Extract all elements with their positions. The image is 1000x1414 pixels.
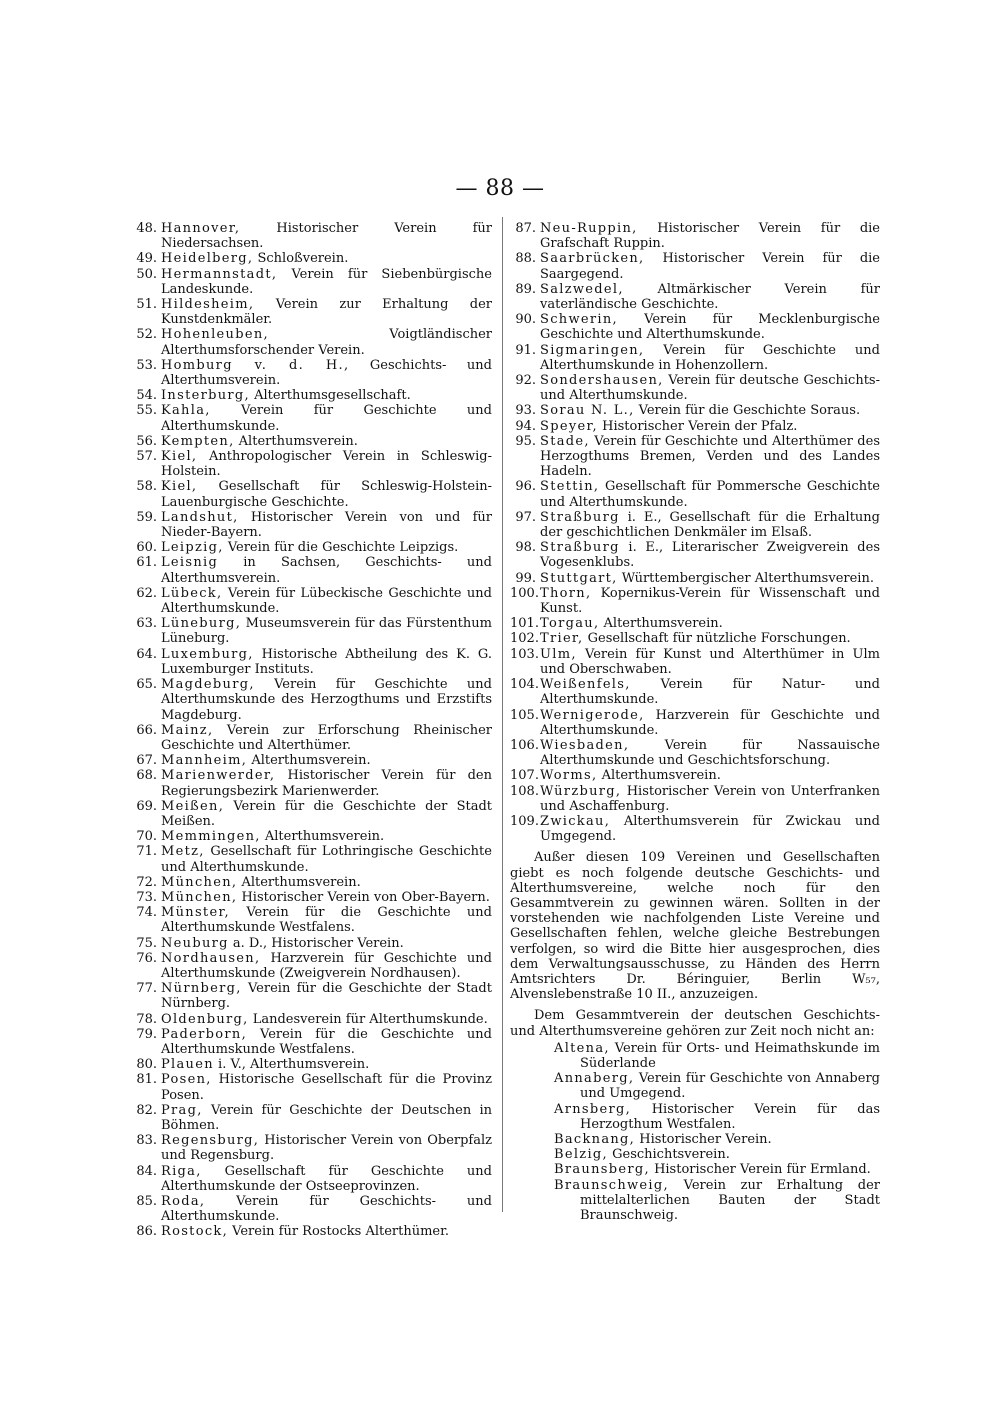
entry-text: Verein für Orts- und Heimathskunde im Süderlande — [580, 1040, 880, 1071]
entry-text: Historischer Verein für das Herzogthum Westfalen. — [580, 1101, 880, 1132]
society-entry — [131, 1072, 492, 1102]
entry-text: Historische Abtheilung des K. G. Luxemburger Instituts. — [161, 646, 492, 677]
entry-number: 75. — [136, 935, 157, 951]
society-entry — [510, 251, 880, 281]
entry-number: 58. — [136, 479, 157, 495]
entry-number: 68. — [136, 768, 157, 784]
society-entry — [131, 981, 492, 1011]
society-entry — [131, 844, 492, 874]
entry-city: Münster, — [161, 905, 230, 921]
entry-city: Straßburg — [540, 509, 620, 525]
society-entry — [510, 677, 880, 707]
society-entry — [510, 540, 880, 570]
society-entry — [131, 449, 492, 479]
entry-city: Luxemburg, — [161, 646, 254, 662]
entry-text: Voigtländischer Alterthumsforschender Verein. — [161, 327, 492, 358]
entry-number: 56. — [136, 433, 157, 449]
entry-number: 61. — [136, 555, 157, 571]
entry-number: 71. — [136, 844, 157, 860]
non-member-entry — [510, 1147, 880, 1162]
entry-text: Verein für Geschichte und Alterthümer des Herzogthums Bremen, Verden und des Landes Hadeln. — [540, 433, 880, 480]
entry-text: Geschichts- und Alterthumsverein. — [161, 357, 492, 389]
entry-number: 77. — [136, 981, 157, 997]
entry-city: Backnang, — [554, 1131, 636, 1147]
entry-text: Landesverein für Alterthumskunde. — [252, 1011, 488, 1027]
entry-text: Historischer Verein für Ermland. — [654, 1162, 871, 1178]
society-entry — [510, 510, 880, 540]
entry-text: Alterthumsverein. — [603, 616, 723, 632]
entry-text: Verein für die Geschichte Leipzigs. — [227, 540, 459, 556]
entry-text: Historischer Verein. — [639, 1131, 772, 1147]
society-entry — [510, 784, 880, 814]
society-entry — [510, 616, 880, 631]
society-entry — [510, 282, 880, 312]
society-entry — [131, 510, 492, 540]
society-entry — [510, 403, 880, 418]
entry-city: Schwerin, — [540, 312, 618, 328]
entry-city: Wiesbaden, — [540, 737, 630, 753]
entry-text: in Sachsen, Geschichts- und Alterthumsverein. — [161, 555, 492, 586]
entry-city: Annaberg, — [554, 1071, 635, 1087]
entry-city: Landshut, — [161, 509, 239, 525]
entry-text: Verein für Geschichte und Alterthumskunde des Herzogthums und Erzstifts Magdeburg. — [161, 677, 492, 723]
entry-city: Kiel, — [161, 479, 198, 495]
entry-text: Verein für Kunst und Alterthümer in Ulm und Oberschwaben. — [540, 646, 880, 677]
entry-text: Historischer Verein der Pfalz. — [602, 418, 798, 434]
entry-text: Verein für Lübeckische Geschichte und Alterthumskunde. — [161, 585, 492, 617]
entry-city: Kahla, — [161, 403, 211, 419]
entry-text: Verein für Geschichte der Deutschen in Böhmen. — [161, 1102, 492, 1133]
entry-number: 104. — [510, 677, 539, 693]
entry-text: Verein zur Erhaltung der Kunstdenkmäler. — [161, 297, 492, 328]
entry-text: Altmärkischer Verein für vaterländische Geschichte. — [540, 281, 880, 313]
entry-city: Neu-Ruppin, — [540, 221, 638, 236]
left-column — [131, 221, 492, 1240]
entry-number: 51. — [136, 297, 157, 313]
entry-city: Riga, — [161, 1163, 202, 1179]
entry-text: a. D., Historischer Verein. — [232, 935, 404, 951]
entry-city: Arnsberg, — [554, 1101, 632, 1117]
society-entry — [510, 221, 880, 251]
entry-city: Mannheim, — [161, 753, 248, 769]
entry-city: Meißen, — [161, 798, 225, 814]
entry-number: 67. — [136, 753, 157, 769]
entry-city: Rostock, — [161, 1224, 229, 1240]
non-member-entry — [510, 1071, 880, 1101]
entry-text: Alterthumsverein. — [238, 433, 358, 449]
entry-text: Gesellschaft für Schleswig-Holstein-Lauenburgische Geschichte. — [161, 479, 492, 510]
society-entry — [131, 297, 492, 327]
entry-city: Zwickau, — [540, 813, 611, 829]
entry-number: 91. — [515, 342, 536, 358]
entry-number: 83. — [136, 1133, 157, 1149]
entry-number: 108. — [510, 783, 539, 799]
entry-city: Homburg v. d. H., — [161, 357, 350, 373]
society-entry — [131, 1194, 492, 1224]
intro-paragraph: Außer diesen 109 Vereinen und Gesellschaften giebt es noch folgende deutsche Geschichts- und Alterthumsvereine, welche noch für den Gesammtverein zu gewinnen wären. Sollten in der vorstehenden wie nachfolgenden Liste Vereine und Gesellschaften fehlen, welche gleiche Bestrebungen verfolgen, so wird die Bitte hier ausgesprochen, dies dem Verwaltungsausschusse, zu Händen des Herrn Amtsrichters Dr. Béringuier, Berlin W₅₇, Alvenslebenstraße 10 II., anzuzeigen. — [510, 850, 880, 1003]
entry-text: Verein für Siebenbürgische Landeskunde. — [161, 266, 492, 297]
society-entry — [510, 343, 880, 373]
non-member-entry — [510, 1041, 880, 1071]
entry-city: Altena, — [554, 1040, 610, 1056]
entry-city: Belzig, — [554, 1147, 608, 1163]
entry-number: 78. — [136, 1011, 157, 1027]
entry-city: Posen, — [161, 1072, 212, 1088]
entry-number: 97. — [515, 509, 536, 525]
entry-city: Hannover, — [161, 221, 241, 236]
non-member-entry — [510, 1162, 880, 1177]
entry-number: 82. — [136, 1102, 157, 1118]
entry-city: Braunschweig, — [554, 1177, 669, 1193]
entry-text: Historischer Verein von Unterfranken und Aschaffenburg. — [540, 783, 880, 814]
entry-number: 63. — [136, 616, 157, 632]
entry-city: Lübeck, — [161, 585, 223, 601]
entry-text: Verein für Geschichts- und Alterthumskunde. — [161, 1194, 492, 1225]
entry-city: München, — [161, 889, 238, 905]
entry-city: Hermannstadt, — [161, 266, 278, 282]
entry-city: Salzwedel, — [540, 281, 624, 297]
non-member-entry — [510, 1132, 880, 1147]
society-entry — [131, 403, 492, 433]
entry-text: Verein für Geschichte und Alterthumskunde. — [161, 403, 492, 434]
entry-city: Plauen — [161, 1057, 214, 1073]
entry-number: 66. — [136, 722, 157, 738]
entry-text: Verein für die Geschichte der Stadt Meißen. — [161, 798, 492, 829]
society-entry — [131, 251, 492, 266]
entry-number: 87. — [515, 221, 536, 236]
society-entry — [131, 951, 492, 981]
society-entry — [131, 555, 492, 585]
entry-number: 55. — [136, 403, 157, 419]
entry-text: Verein für Rostocks Alterthümer. — [232, 1224, 450, 1240]
entry-text: Historische Gesellschaft für die Provinz Posen. — [161, 1072, 492, 1103]
entry-number: 107. — [510, 768, 539, 784]
entry-text: Alterthumsverein. — [601, 768, 721, 784]
left-entry-list — [131, 221, 492, 1240]
entry-text: Gesellschaft für nützliche Forschungen. — [587, 631, 851, 647]
entry-text: Historischer Verein für Niedersachsen. — [161, 221, 492, 252]
society-entry — [131, 616, 492, 646]
society-entry — [131, 1027, 492, 1057]
entry-text: Historischer Verein für die Saargegend. — [540, 251, 880, 282]
society-entry — [131, 267, 492, 297]
entry-city: Thorn, — [540, 585, 592, 601]
entry-number: 73. — [136, 889, 157, 905]
right-column — [510, 221, 880, 1223]
entry-number: 84. — [136, 1163, 157, 1179]
entry-number: 50. — [136, 266, 157, 282]
entry-number: 79. — [136, 1026, 157, 1042]
entry-city: Leipzig, — [161, 540, 224, 556]
entry-number: 62. — [136, 585, 157, 601]
entry-text: Harzverein für Geschichte und Alterthumskunde. — [540, 707, 880, 738]
entry-city: Nordhausen, — [161, 950, 261, 966]
entry-number: 64. — [136, 646, 157, 662]
entry-number: 89. — [515, 281, 536, 297]
entry-number: 70. — [136, 829, 157, 845]
entry-number: 94. — [515, 418, 536, 434]
entry-city: Sigmaringen, — [540, 342, 645, 358]
entry-text: Historischer Verein von Ober-Bayern. — [241, 889, 490, 905]
society-entry — [131, 586, 492, 616]
society-entry — [510, 479, 880, 509]
entry-text: i. V., Alterthumsverein. — [218, 1057, 370, 1073]
society-entry — [131, 1057, 492, 1072]
society-entry — [131, 1103, 492, 1133]
entry-text: Verein für die Geschichte Soraus. — [638, 403, 861, 419]
entry-city: Oldenburg, — [161, 1011, 249, 1027]
society-entry — [131, 540, 492, 555]
entry-number: 57. — [136, 449, 157, 465]
entry-city: Hildesheim, — [161, 297, 255, 313]
society-entry — [131, 647, 492, 677]
entry-city: Worms, — [540, 768, 598, 784]
entry-text: Historischer Verein von Oberpfalz und Regensburg. — [161, 1133, 492, 1164]
entry-text: Museumsverein für das Fürstenthum Lüneburg. — [161, 616, 492, 647]
entry-city: Sondershausen, — [540, 373, 664, 389]
society-entry — [131, 1224, 492, 1239]
society-entry — [131, 358, 492, 388]
entry-number: 52. — [136, 327, 157, 343]
entry-city: Marienwerder, — [161, 768, 276, 784]
entry-text: Gesellschaft für Pommersche Geschichte und Alterthumskunde. — [540, 479, 880, 510]
entry-number: 53. — [136, 357, 157, 373]
entry-text: Harzverein für Geschichte und Alterthumskunde (Zweigverein Nordhausen). — [161, 950, 492, 981]
entry-city: Roda, — [161, 1194, 206, 1209]
entry-city: Leisnig — [161, 555, 219, 571]
entry-number: 109. — [510, 813, 539, 829]
society-entry — [131, 829, 492, 844]
entry-text: Verein für deutsche Geschichts- und Alterthumskunde. — [540, 373, 880, 404]
entry-text: Historischer Verein von und für Nieder-Bayern. — [161, 509, 493, 541]
entry-number: 80. — [136, 1057, 157, 1073]
entry-text: Historischer Verein für die Grafschaft Ruppin. — [540, 221, 880, 252]
society-entry — [510, 738, 880, 768]
entry-number: 95. — [515, 433, 536, 449]
entry-city: Paderborn, — [161, 1026, 248, 1042]
society-entry — [131, 723, 492, 753]
entry-city: Stuttgart, — [540, 570, 618, 586]
entry-text: Verein für die Geschichte und Alterthumskunde Westfalens. — [161, 905, 492, 936]
entry-text: Anthropologischer Verein in Schleswig-Holstein. — [161, 449, 493, 480]
entry-number: 101. — [510, 616, 539, 632]
society-entry — [131, 1012, 492, 1027]
entry-text: Alterthumsverein. — [264, 829, 385, 845]
society-entry — [510, 434, 880, 480]
non-member-list — [510, 1041, 880, 1223]
society-entry — [510, 312, 880, 342]
society-entry — [131, 890, 492, 905]
entry-city: Kempten, — [161, 433, 235, 449]
society-entry — [510, 419, 880, 434]
society-entry — [131, 799, 492, 829]
entry-number: 92. — [515, 373, 536, 389]
entry-city: Saarbrücken, — [540, 251, 645, 267]
entry-text: Verein für Geschichte von Annaberg und Umgegend. — [580, 1071, 880, 1102]
entry-text: Gesellschaft für Geschichte und Alterthumskunde der Ostseeprovinzen. — [161, 1163, 492, 1194]
society-entry — [510, 647, 880, 677]
entry-city: Stettin, — [540, 479, 600, 495]
entry-text: i. E., Gesellschaft für die Erhaltung der geschichtlichen Denkmäler im Elsaß. — [540, 509, 880, 541]
entry-text: Gesellschaft für Lothringische Geschichte und Alterthumskunde. — [161, 844, 492, 875]
entry-number: 103. — [510, 646, 539, 662]
entry-city: Sorau N. L., — [540, 403, 635, 419]
society-entry — [510, 571, 880, 586]
entry-text: Schloßverein. — [257, 251, 349, 267]
non-member-entry — [510, 1102, 880, 1132]
entry-city: Metz, — [161, 844, 205, 860]
entry-number: 85. — [136, 1194, 157, 1209]
entry-number: 86. — [136, 1224, 157, 1240]
society-entry — [131, 875, 492, 890]
society-entry — [131, 434, 492, 449]
entry-text: Geschichtsverein. — [612, 1147, 730, 1163]
entry-city: München, — [161, 874, 238, 890]
entry-number: 72. — [136, 874, 157, 890]
entry-text: Kopernikus-Verein für Wissenschaft und Kunst. — [540, 585, 880, 617]
entry-city: Braunsberg, — [554, 1162, 650, 1178]
entry-city: Trier, — [540, 631, 584, 647]
society-entry — [131, 1164, 492, 1194]
non-member-entry — [510, 1178, 880, 1224]
society-entry — [510, 814, 880, 844]
entry-city: Speyer, — [540, 418, 598, 434]
entry-text: Verein zur Erforschung Rheinischer Geschichte und Alterthümer. — [161, 722, 492, 753]
entry-city: Lüneburg, — [161, 616, 242, 632]
entry-city: Heidelberg, — [161, 251, 254, 267]
entry-city: Torgau, — [540, 616, 600, 632]
entry-number: 54. — [136, 388, 157, 404]
entry-number: 76. — [136, 950, 157, 966]
entry-city: Insterburg, — [161, 388, 250, 404]
society-entry — [510, 586, 880, 616]
entry-city: Hohenleuben, — [161, 327, 269, 343]
entry-city: Prag, — [161, 1102, 203, 1118]
entry-number: 93. — [515, 403, 536, 419]
entry-city: Würzburg, — [540, 783, 622, 799]
entry-city: Mainz, — [161, 722, 214, 738]
entry-city: Neuburg — [161, 935, 229, 951]
entry-number: 106. — [510, 737, 539, 753]
entry-number: 60. — [136, 540, 157, 556]
entry-text: Verein für Natur- und Alterthumskunde. — [540, 677, 880, 708]
entry-text: Alterthumsgesellschaft. — [254, 388, 411, 404]
society-entry — [131, 677, 492, 723]
entry-text: Alterthumsverein. — [251, 753, 371, 769]
entry-city: Stade, — [540, 433, 590, 449]
entry-number: 90. — [515, 312, 536, 328]
society-entry — [131, 768, 492, 798]
entry-text: Württembergischer Alterthumsverein. — [621, 570, 874, 586]
entry-number: 59. — [136, 509, 157, 525]
entry-number: 99. — [515, 570, 536, 586]
entry-number: 98. — [515, 540, 536, 556]
entry-city: Magdeburg, — [161, 677, 255, 693]
entry-number: 81. — [136, 1072, 157, 1088]
entry-text: Verein zur Erhaltung der mittelalterlichen Bauten der Stadt Braunschweig. — [580, 1177, 880, 1223]
entry-city: Wernigerode, — [540, 707, 645, 723]
entry-number: 96. — [515, 479, 536, 495]
page-number: — 88 — — [455, 176, 545, 201]
society-entry — [131, 753, 492, 768]
entry-text: Verein für die Geschichte und Alterthumskunde Westfalens. — [161, 1026, 492, 1057]
entry-number: 49. — [136, 251, 157, 267]
non-member-intro: Dem Gesammtverein der deutschen Geschichts- und Alterthumsvereine gehören zur Zeit noch nicht an: — [510, 1008, 880, 1039]
society-entry — [131, 905, 492, 935]
entry-text: Verein für Nassauische Alterthumskunde und Geschichtsforschung. — [540, 737, 880, 769]
entry-text: i. E., Literarischer Zweigverein des Vogesenklubs. — [540, 540, 880, 571]
entry-text: Alterthumsverein. — [241, 874, 361, 890]
entry-number: 48. — [136, 221, 157, 236]
society-entry — [131, 221, 492, 251]
entry-city: Ulm, — [540, 646, 577, 662]
entry-city: Regensburg, — [161, 1133, 260, 1149]
society-entry — [131, 1133, 492, 1163]
entry-number: 105. — [510, 707, 539, 723]
entry-city: Kiel, — [161, 449, 198, 465]
entry-text: Alterthumsverein für Zwickau und Umgegend. — [540, 813, 880, 845]
entry-text: Historischer Verein für den Regierungsbezirk Marienwerder. — [161, 768, 492, 799]
entry-text: Verein für Mecklenburgische Geschichte und Alterthumskunde. — [540, 312, 880, 343]
entry-number: 88. — [515, 251, 536, 267]
right-entry-list — [510, 221, 880, 844]
society-entry — [510, 373, 880, 403]
entry-number: 65. — [136, 677, 157, 693]
entry-city: Nürnberg, — [161, 981, 242, 997]
entry-number: 74. — [136, 905, 157, 921]
society-entry — [131, 327, 492, 357]
entry-city: Straßburg — [540, 540, 620, 556]
society-entry — [131, 479, 492, 509]
entry-number: 100. — [510, 585, 539, 601]
entry-text: Verein für Geschichte und Alterthumskunde in Hohenzollern. — [540, 342, 880, 373]
society-entry — [131, 936, 492, 951]
entry-number: 102. — [510, 631, 539, 647]
society-entry — [510, 631, 880, 646]
society-entry — [131, 388, 492, 403]
entry-city: Memmingen, — [161, 829, 261, 845]
entry-text: Verein für die Geschichte der Stadt Nürnberg. — [161, 981, 492, 1012]
society-entry — [510, 768, 880, 783]
entry-city: Weißenfels, — [540, 677, 631, 693]
society-entry — [510, 708, 880, 738]
entry-number: 69. — [136, 798, 157, 814]
